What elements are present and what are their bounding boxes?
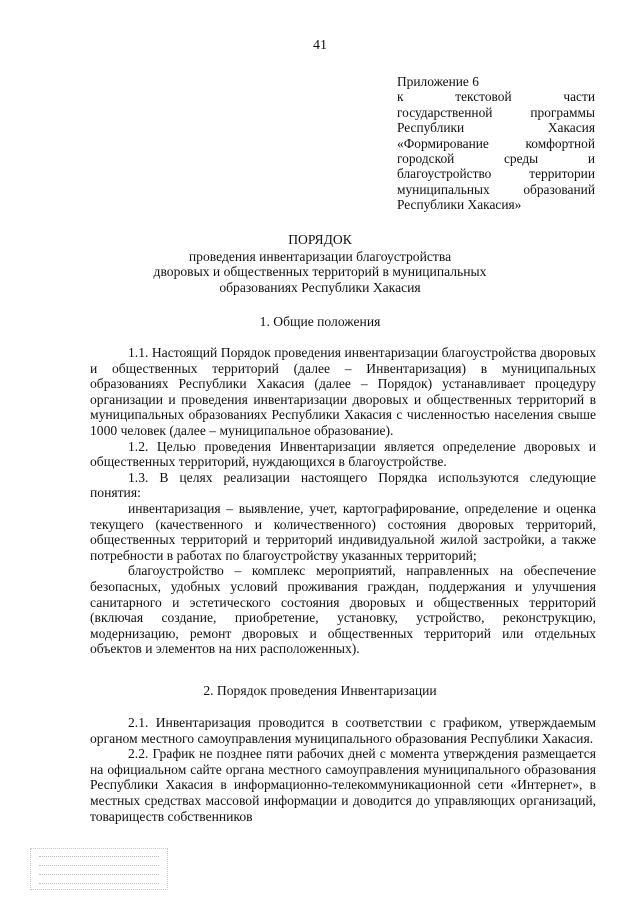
appendix-line: государственной программы	[397, 104, 595, 120]
section-body	[90, 345, 596, 657]
appendix-block	[397, 74, 595, 213]
title-subline: проведения инвентаризации благоустройства	[188, 248, 452, 264]
stamp-mark	[30, 848, 168, 890]
appendix-line: муниципальных образований	[397, 181, 595, 197]
paragraph: 1.2. Целью проведения Инвентаризации является определение дворовых и общественных территорий, нуждающихся в благоустройстве.	[90, 438, 596, 470]
appendix-line: городской среды и	[397, 151, 595, 167]
appendix-line: «Формирование комфортной	[397, 135, 595, 151]
appendix-line: Республики Хакасия	[397, 120, 595, 136]
paragraph: инвентаризация – выявление, учет, картографирование, определение и оценка текущего (качественного и количественного) состояния дворовых территорий, общественных территорий и территорий индивидуальной жилой застройки, а также потребности в работах по благоустройству указанных территорий;	[90, 500, 596, 563]
section-heading: 2. Порядок проведения Инвентаризации	[203, 683, 437, 698]
section-body	[90, 715, 596, 824]
paragraph: 2.1. Инвентаризация проводится в соответствии с графиком, утверждаемым органом местного самоуправления муниципального образования Республики Хакасия.	[90, 715, 596, 746]
paragraph: 1.3. В целях реализации настоящего Порядка используются следующие понятия:	[90, 469, 596, 501]
title-subline: дворовых и общественных территорий в муниципальных	[153, 264, 487, 280]
title-main: ПОРЯДОК	[288, 232, 352, 247]
paragraph: 1.1. Настоящий Порядок проведения инвентаризации благоустройства дворовых и общественных территорий (далее – Инвентаризация) в муниципальных образованиях Республики Хакасия (далее – Порядок) устанавливает процедуру организации и проведения инвентаризации дворовых и общественных территорий в муниципальных образованиях Республики Хакасия с численностью населения свыше 1000 человек (далее – муниципальное образование).	[90, 345, 596, 438]
section-heading: 1. Общие положения	[259, 314, 381, 329]
title-subline: образованиях Республики Хакасия	[219, 279, 421, 295]
appendix-line: к текстовой части	[397, 89, 595, 105]
appendix-line: Приложение 6	[397, 74, 479, 89]
appendix-line: Республики Хакасия»	[397, 197, 522, 213]
page-number: 41	[313, 38, 327, 53]
paragraph: благоустройство – комплекс мероприятий, направленных на обеспечение безопасных, удобных условий проживания граждан, поддержания и улучшения санитарного и эстетического состояния дворовых и общественных территорий (включая создание, приобретение, установку, устройство, реконструкцию, модернизацию, ремонт дворовых и общественных территорий или отдельных объектов и элементов на них расположенных).	[90, 563, 596, 657]
document-title	[0, 232, 640, 295]
paragraph: 2.2. График не позднее пяти рабочих дней с момента утверждения размещается на официальном сайте органа местного самоуправления муниципального образования Республики Хакасия в информационно-телекоммуникационной сети «Интернет», в местных средствах массовой информации и доводится до управляющих организаций, товариществ собственников	[90, 746, 596, 824]
appendix-line: благоустройство территории	[397, 166, 595, 182]
